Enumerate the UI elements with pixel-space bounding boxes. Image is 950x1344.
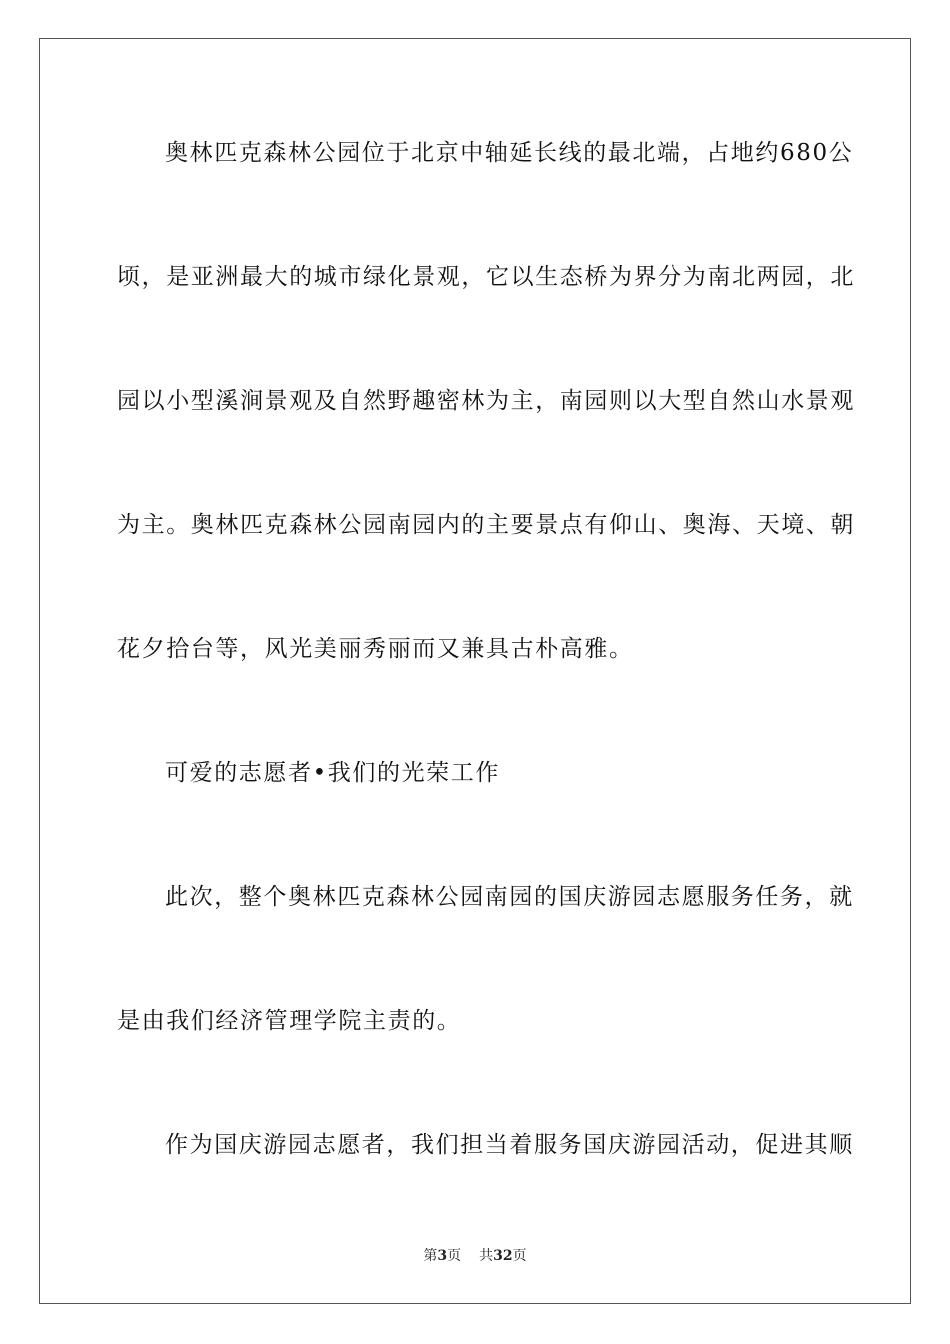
footer-page-suffix: 页 xyxy=(447,1248,462,1264)
paragraph-1-line-2: 顷，是亚洲最大的城市绿化景观，它以生态桥为界分为南北两园，北 xyxy=(117,264,855,290)
paragraph-1-line-5: 花夕拾台等，风光美丽秀丽而又兼具古朴高雅。 xyxy=(117,636,634,662)
paragraph-2-line-2: 是由我们经济管理学院主责的。 xyxy=(117,1008,462,1034)
paragraph-2-line-1: 此次，整个奥林匹克森林公园南园的国庆游园志愿服务任务，就 xyxy=(165,884,854,910)
paragraph-3-line-1: 作为国庆游园志愿者，我们担当着服务国庆游园活动，促进其顺 xyxy=(165,1132,854,1158)
footer-total-prefix: 共 xyxy=(479,1248,494,1264)
footer-page-prefix: 第 xyxy=(423,1248,438,1264)
paragraph-1-line-1: 奥林匹克森林公园位于北京中轴延长线的最北端，占地约680公 xyxy=(165,140,854,166)
paragraph-1-line-3: 园以小型溪涧景观及自然野趣密林为主，南园则以大型自然山水景观 xyxy=(117,388,855,414)
page-border xyxy=(39,38,911,1304)
footer-page-number: 3 xyxy=(437,1248,448,1264)
footer-total-pages: 32 xyxy=(493,1248,513,1264)
footer-total-suffix: 页 xyxy=(512,1248,527,1264)
section-heading: 可爱的志愿者•我们的光荣工作 xyxy=(165,760,500,786)
paragraph-1-line-4: 为主。奥林匹克森林公园南园内的主要景点有仰山、奥海、天境、朝 xyxy=(117,512,855,538)
page-footer xyxy=(0,1246,950,1266)
